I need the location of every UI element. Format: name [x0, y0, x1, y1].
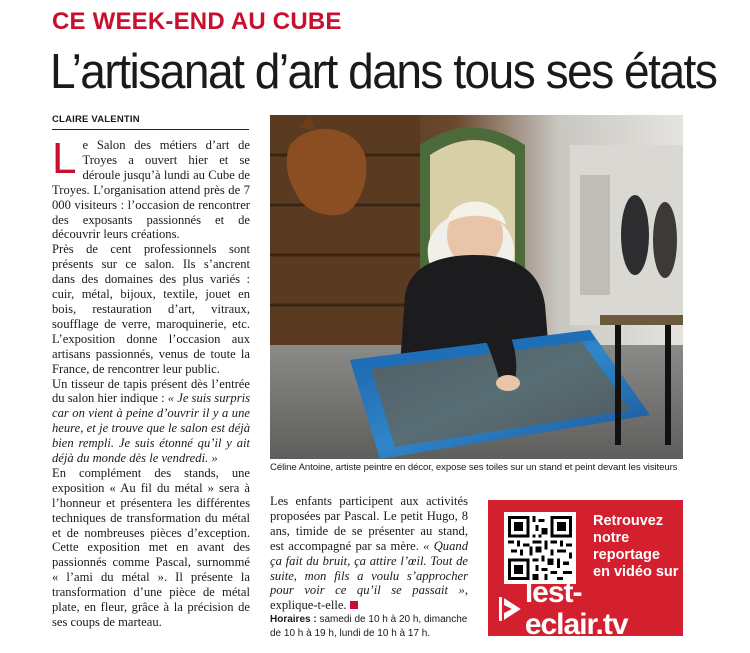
qr-code-icon[interactable] [504, 512, 576, 584]
promo-line-3: reportage [593, 547, 660, 563]
paragraph-1-text: e Salon des métiers d’art de Troyes a ouvert hier et se déroule jusqu’à lundi au Cube de Troyes. L’organisation attend près de 7 000 visiteurs : l’occasion de rencontrer des exposants passionnés et de découvrir leurs créations. [52, 138, 250, 242]
paragraph-5 [270, 494, 468, 613]
paragraph-5-text: Les enfants participent aux activités proposées par Pascal. Le petit Hugo, 8 ans, timide de se présenter au stand, est accompagné par sa mère. [270, 494, 468, 553]
column-2 [270, 494, 468, 641]
end-mark [350, 601, 358, 609]
promo-line-4: en vidéo sur [593, 564, 679, 580]
painter-photo-illustration [270, 115, 683, 459]
hours-label: Horaires : [270, 614, 317, 626]
byline-rule [52, 129, 249, 130]
paragraph-5-end: , explique-t-elle. [270, 583, 468, 613]
paragraph-3-quote: « Je suis surpris car on vient à peine d’ouvrir il y a une heure, et je trouve que le salon est déjà bien rempli. Je suis étonné qu’il y ait déjà du monde dès le vendredi. » [52, 391, 250, 466]
byline: CLAIRE VALENTIN [52, 114, 140, 125]
opening-hours [270, 613, 468, 641]
article-photo [270, 115, 683, 459]
headline: L’artisanat d’art dans tous ses états [50, 45, 717, 99]
paragraph-2: Près de cent professionnels sont présents sur ce salon. Ils s’ancrent dans des domaines des plus variés : cuir, métal, bijoux, textile, jouet en bois, restauration d’art, vitraux, soufflage de verre, maroquinerie, etc. L’exposition donne l’occasion aux artisans passionnés, venus de toute la France, de rencontrer leur public. [52, 242, 250, 376]
promo-text [593, 513, 678, 581]
video-promo-box[interactable] [488, 500, 683, 641]
lest-eclair-logo[interactable] [498, 576, 683, 641]
logo-text: lest-eclair.tv [524, 576, 628, 641]
hours-text: samedi de 10 h à 20 h, dimanche de 10 h à 19 h, lundi de 10 h à 17 h. [270, 614, 468, 640]
promo-line-1: Retrouvez [593, 513, 664, 529]
promo-line-2: notre [593, 530, 630, 546]
paragraph-1 [52, 134, 250, 242]
kicker: CE WEEK-END AU CUBE [52, 8, 342, 35]
photo-caption: Céline Antoine, artiste peintre en décor, expose ses toiles sur un stand et peint devant les visiteurs [270, 462, 678, 473]
column-1 [52, 134, 250, 630]
paragraph-4: En complément des stands, une exposition « Au fil du métal » sera à l’honneur et présentera les différentes techniques de transformation du métal et de nombreuses pièces d’exception. Cette exposition met en avant des passionnés comme Pascal, surnommé « l’ami du métal ». Il présente la transformation d’une pièce de métal plate, en fleur, grâce à la précision de ses coups de marteau. [52, 465, 250, 629]
paragraph-3-intro: Un tisseur de tapis présent dès l’entrée du salon hier indique : [52, 376, 250, 406]
dropcap: L [52, 134, 77, 183]
paragraph-5-quote: « Quand ça fait du bruit, ça attire l’œil. Tout de suite, mon fils a voulu s’approcher pour voir ce qu’il se passait » [270, 538, 468, 598]
play-flag-icon [498, 595, 522, 623]
paragraph-3 [52, 377, 250, 466]
